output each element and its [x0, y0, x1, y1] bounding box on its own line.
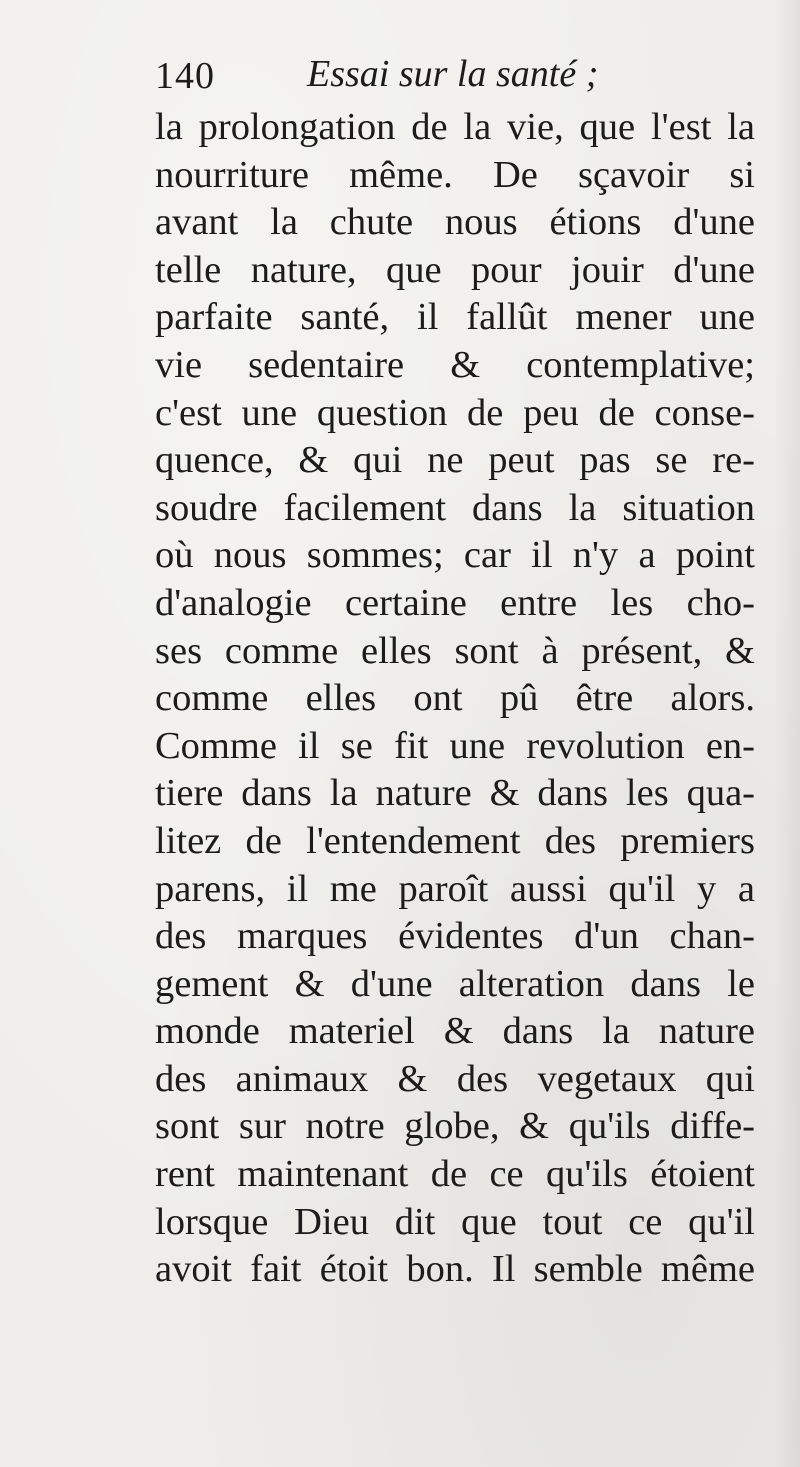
- text-line: d'analogie certaine entre les cho-: [155, 581, 755, 624]
- text-line: rent maintenant de ce qu'ils étoient: [155, 1153, 755, 1196]
- text-line: avant la chute nous étions d'une: [155, 201, 755, 244]
- text-line: lorsque Dieu dit que tout ce qu'il: [155, 1200, 755, 1243]
- text-line: vie sedentaire & contemplative;: [155, 343, 755, 386]
- text-line: ses comme elles sont à présent, &: [155, 629, 755, 672]
- text-line: avoit fait étoit bon. Il semble même: [155, 1248, 755, 1291]
- page-number: 140: [155, 55, 215, 97]
- page-header: [155, 48, 635, 98]
- text-line: des animaux & des vegetaux qui: [155, 1057, 755, 1100]
- page-edge-shadow: [774, 0, 800, 1467]
- text-line: sont sur notre globe, & qu'ils diffe-: [155, 1105, 755, 1148]
- text-line: parfaite santé, il fallût mener une: [155, 296, 755, 339]
- running-title: Essai sur la santé ;: [307, 53, 599, 95]
- text-line: Comme il se fit une revolution en-: [155, 724, 755, 767]
- text-line: soudre facilement dans la situation: [155, 486, 755, 529]
- text-line: comme elles ont pû être alors.: [155, 677, 755, 720]
- text-line: quence, & qui ne peut pas se re-: [155, 439, 755, 482]
- text-line: c'est une question de peu de conse-: [155, 391, 755, 434]
- body-text: [155, 104, 755, 1294]
- text-line: telle nature, que pour jouir d'une: [155, 248, 755, 291]
- text-line: monde materiel & dans la nature: [155, 1010, 755, 1053]
- text-line: où nous sommes; car il n'y a point: [155, 534, 755, 577]
- text-line: nourriture même. De sçavoir si: [155, 153, 755, 196]
- text-line: gement & d'une alteration dans le: [155, 962, 755, 1005]
- text-line: parens, il me paroît aussi qu'il y a: [155, 867, 755, 910]
- text-line: litez de l'entendement des premiers: [155, 819, 755, 862]
- text-line: des marques évidentes d'un chan-: [155, 915, 755, 958]
- text-line: la prolongation de la vie, que l'est la: [155, 106, 755, 148]
- text-line: tiere dans la nature & dans les qua-: [155, 772, 755, 815]
